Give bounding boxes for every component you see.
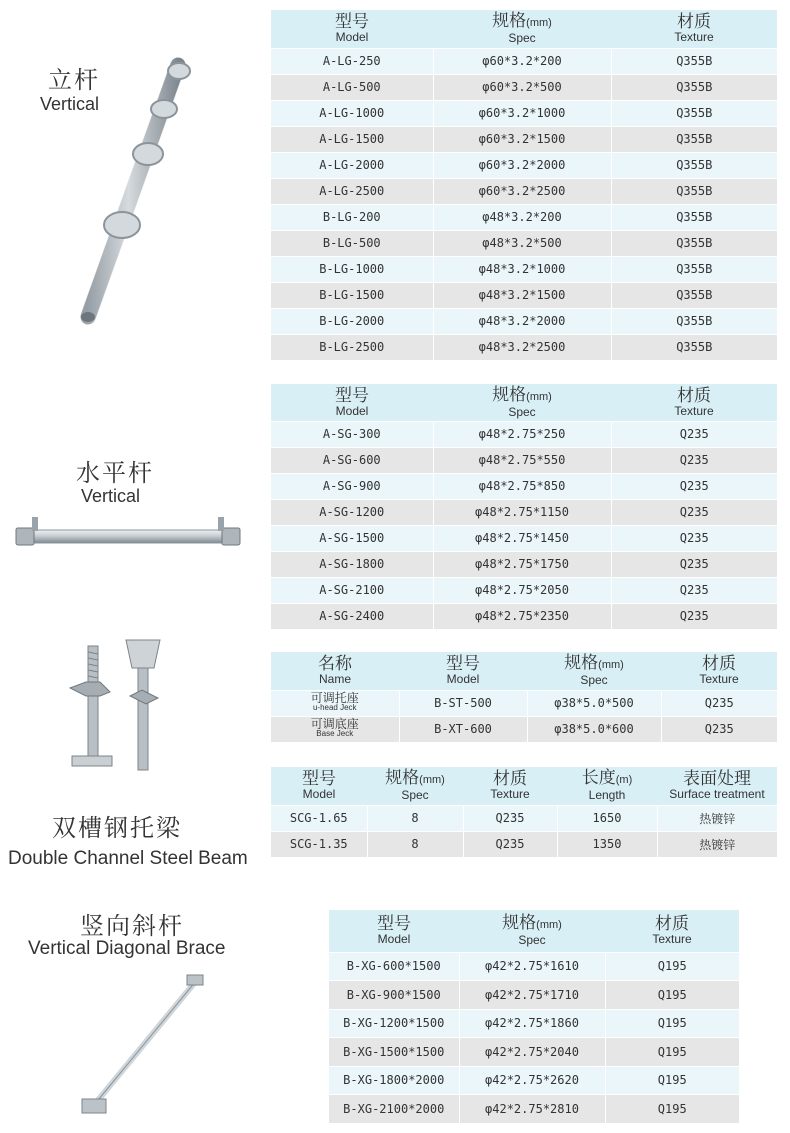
header-cn-text: 长度 bbox=[581, 768, 616, 789]
header-en: Model bbox=[335, 403, 369, 418]
table-cell: Q235 bbox=[463, 805, 557, 831]
table-cell: B-XG-1800*2000 bbox=[329, 1066, 459, 1095]
table-cell: Q235 bbox=[611, 551, 777, 577]
header-unit: (mm) bbox=[419, 774, 445, 787]
table-cell: φ48*2.75*250 bbox=[433, 421, 611, 447]
table-cell: φ48*3.2*1500 bbox=[433, 282, 611, 308]
table-cell: φ42*2.75*1860 bbox=[459, 1009, 605, 1038]
table-cell: Q235 bbox=[611, 525, 777, 551]
table-cell: A-LG-250 bbox=[271, 48, 433, 74]
table-cell: φ48*3.2*500 bbox=[433, 230, 611, 256]
jack-texture-cell: Q235 bbox=[661, 716, 777, 742]
header-cn: 材质 bbox=[677, 385, 711, 406]
header-cn: 名称 bbox=[318, 654, 352, 675]
table-cell: Q235 bbox=[611, 447, 777, 473]
table-cell: φ60*3.2*500 bbox=[433, 74, 611, 100]
table-row bbox=[271, 525, 777, 551]
table-row bbox=[271, 551, 777, 577]
horizontal-header-row bbox=[271, 384, 777, 421]
table-cell: φ42*2.75*2040 bbox=[459, 1038, 605, 1067]
table-cell: Q195 bbox=[605, 1095, 739, 1124]
header-en: Texture bbox=[674, 30, 714, 45]
table-cell: Q235 bbox=[463, 831, 557, 857]
header-spec bbox=[459, 910, 605, 952]
header-cn-text: 规格 bbox=[385, 768, 420, 789]
table-cell: B-XG-600*1500 bbox=[329, 952, 459, 981]
table-cell: Q355B bbox=[611, 204, 777, 230]
table-row bbox=[271, 421, 777, 447]
table-cell: B-XG-900*1500 bbox=[329, 981, 459, 1010]
table-cell: Q355B bbox=[611, 74, 777, 100]
table-row bbox=[271, 178, 777, 204]
header-en: Texture bbox=[674, 403, 714, 418]
vertical-title-en: Vertical bbox=[40, 94, 100, 114]
header-surface bbox=[657, 767, 777, 805]
table-cell: φ42*2.75*2810 bbox=[459, 1095, 605, 1124]
table-row bbox=[329, 1009, 739, 1038]
table-cell: A-SG-1200 bbox=[271, 499, 433, 525]
header-length bbox=[557, 767, 657, 805]
brace-table bbox=[329, 910, 739, 1123]
table-cell: φ48*2.75*850 bbox=[433, 473, 611, 499]
table-row bbox=[271, 334, 777, 360]
header-en: Model bbox=[302, 787, 336, 802]
header-cn: 型号 bbox=[335, 12, 369, 33]
jack-spec-cell: φ38*5.0*600 bbox=[527, 716, 661, 742]
header-cn-text: 规格 bbox=[492, 384, 527, 405]
table-row bbox=[271, 126, 777, 152]
table-cell: Q355B bbox=[611, 48, 777, 74]
header-model bbox=[271, 384, 433, 421]
vertical-title-cn: 立杆 bbox=[48, 66, 100, 94]
table-cell: B-LG-200 bbox=[271, 204, 433, 230]
table-row bbox=[271, 48, 777, 74]
table-cell: B-XG-1500*1500 bbox=[329, 1038, 459, 1067]
header-en: Texture bbox=[490, 787, 530, 802]
table-row bbox=[271, 473, 777, 499]
header-texture bbox=[463, 767, 557, 805]
table-cell: A-SG-900 bbox=[271, 473, 433, 499]
beam-title-en: Double Channel Steel Beam bbox=[8, 848, 248, 869]
jack-name-cn: 可调底座 bbox=[310, 717, 359, 732]
table-cell: Q355B bbox=[611, 100, 777, 126]
header-cn bbox=[459, 915, 605, 934]
header-cn: 型号 bbox=[335, 385, 369, 406]
header-cn-text: 规格 bbox=[502, 913, 537, 934]
header-cn bbox=[527, 655, 661, 674]
header-en: Spec bbox=[401, 788, 429, 803]
table-cell: B-LG-2000 bbox=[271, 308, 433, 334]
table-cell: A-SG-1800 bbox=[271, 551, 433, 577]
table-cell: Q355B bbox=[611, 230, 777, 256]
table-row bbox=[271, 447, 777, 473]
jack-name-en: Base Jeck bbox=[316, 729, 354, 739]
beam-table bbox=[271, 767, 777, 857]
header-cn: 型号 bbox=[302, 769, 336, 790]
table-cell: φ60*3.2*1500 bbox=[433, 126, 611, 152]
header-spec bbox=[433, 10, 611, 48]
table-row bbox=[329, 1066, 739, 1095]
table-row bbox=[271, 100, 777, 126]
table-cell: Q355B bbox=[611, 126, 777, 152]
table-cell: A-LG-500 bbox=[271, 74, 433, 100]
header-model bbox=[271, 10, 433, 48]
table-cell: 8 bbox=[367, 805, 463, 831]
horizontal-title-cn: 水平杆 bbox=[76, 459, 154, 487]
table-cell: φ60*3.2*1000 bbox=[433, 100, 611, 126]
table-row bbox=[271, 577, 777, 603]
header-model bbox=[399, 652, 527, 690]
vertical-header-row bbox=[271, 10, 777, 48]
table-cell: φ48*3.2*1000 bbox=[433, 256, 611, 282]
table-cell: Q235 bbox=[611, 603, 777, 629]
table-cell: Q355B bbox=[611, 334, 777, 360]
table-cell: Q195 bbox=[605, 952, 739, 981]
table-cell: φ48*2.75*2350 bbox=[433, 603, 611, 629]
table-row bbox=[271, 805, 777, 831]
jack-header-row bbox=[271, 652, 777, 690]
jack-name-en: u-head Jeck bbox=[312, 703, 357, 712]
jack-model-cell: B-ST-500 bbox=[399, 690, 527, 716]
brace-title-en: Vertical Diagonal Brace bbox=[28, 938, 226, 959]
table-cell: Q195 bbox=[605, 1009, 739, 1038]
header-en: Spec bbox=[580, 673, 608, 688]
table-row bbox=[271, 499, 777, 525]
header-en: Name bbox=[318, 672, 351, 687]
header-texture bbox=[661, 652, 777, 690]
table-row bbox=[271, 603, 777, 629]
horizontal-ledger-image bbox=[14, 512, 242, 556]
table-row bbox=[271, 204, 777, 230]
jack-spec-cell: φ38*5.0*500 bbox=[527, 690, 661, 716]
table-cell: A-SG-300 bbox=[271, 421, 433, 447]
header-en: Model bbox=[377, 932, 411, 947]
table-cell: A-SG-2100 bbox=[271, 577, 433, 603]
header-cn: 材质 bbox=[702, 654, 736, 675]
table-cell: Q235 bbox=[611, 421, 777, 447]
table-cell: φ42*2.75*1710 bbox=[459, 981, 605, 1010]
header-cn: 材质 bbox=[655, 914, 689, 935]
table-row bbox=[329, 952, 739, 981]
header-cn: 表面处理 bbox=[683, 769, 751, 790]
table-cell: φ60*3.2*200 bbox=[433, 48, 611, 74]
header-cn bbox=[367, 770, 463, 789]
header-cn: 型号 bbox=[446, 654, 480, 675]
header-en: Spec bbox=[508, 404, 536, 419]
table-cell: Q195 bbox=[605, 1066, 739, 1095]
table-cell: φ48*2.75*2050 bbox=[433, 577, 611, 603]
table-cell: 1650 bbox=[557, 805, 657, 831]
header-cn: 型号 bbox=[377, 914, 411, 935]
table-row bbox=[271, 74, 777, 100]
header-model bbox=[329, 910, 459, 952]
header-cn-text: 规格 bbox=[492, 11, 527, 32]
table-cell: 热镀锌 bbox=[657, 805, 777, 831]
header-unit: (mm) bbox=[526, 17, 552, 30]
header-en: Texture bbox=[699, 672, 739, 687]
table-cell: A-SG-1500 bbox=[271, 525, 433, 551]
table-cell: B-LG-500 bbox=[271, 230, 433, 256]
jack-name-cell bbox=[271, 716, 399, 742]
table-cell: φ48*2.75*1750 bbox=[433, 551, 611, 577]
table-cell: Q355B bbox=[611, 256, 777, 282]
table-row bbox=[271, 831, 777, 857]
header-cn: 材质 bbox=[677, 12, 711, 33]
table-cell: A-LG-1500 bbox=[271, 126, 433, 152]
header-unit: (mm) bbox=[526, 390, 552, 403]
table-cell: A-SG-600 bbox=[271, 447, 433, 473]
table-row bbox=[271, 716, 777, 742]
table-cell: Q355B bbox=[611, 282, 777, 308]
table-row bbox=[329, 1095, 739, 1124]
header-en: Model bbox=[335, 30, 369, 45]
header-cn bbox=[557, 770, 657, 789]
beam-header-row bbox=[271, 767, 777, 805]
header-texture bbox=[611, 10, 777, 48]
table-cell: B-XG-2100*2000 bbox=[329, 1095, 459, 1124]
table-cell: Q235 bbox=[611, 473, 777, 499]
table-cell: Q355B bbox=[611, 308, 777, 334]
header-name bbox=[271, 652, 399, 690]
table-cell: B-LG-1000 bbox=[271, 256, 433, 282]
header-spec bbox=[433, 384, 611, 421]
header-unit: (mm) bbox=[598, 659, 624, 672]
table-cell: φ48*3.2*2500 bbox=[433, 334, 611, 360]
header-texture bbox=[611, 384, 777, 421]
table-cell: A-LG-1000 bbox=[271, 100, 433, 126]
table-cell: SCG-1.35 bbox=[271, 831, 367, 857]
table-cell: φ48*2.75*1450 bbox=[433, 525, 611, 551]
header-en: Spec bbox=[508, 31, 536, 46]
vertical-table bbox=[271, 10, 777, 360]
table-cell: Q235 bbox=[611, 499, 777, 525]
header-model bbox=[271, 767, 367, 805]
header-en: Model bbox=[446, 672, 480, 687]
table-cell: Q235 bbox=[611, 577, 777, 603]
table-row bbox=[271, 690, 777, 716]
table-cell: φ60*3.2*2000 bbox=[433, 152, 611, 178]
table-cell: 1350 bbox=[557, 831, 657, 857]
table-cell: 热镀锌 bbox=[657, 831, 777, 857]
table-row bbox=[329, 1038, 739, 1067]
horizontal-table bbox=[271, 384, 777, 629]
table-cell: SCG-1.65 bbox=[271, 805, 367, 831]
header-texture bbox=[605, 910, 739, 952]
jack-table bbox=[271, 652, 777, 742]
table-cell: φ48*2.75*1150 bbox=[433, 499, 611, 525]
brace-header-row bbox=[329, 910, 739, 952]
header-en: Spec bbox=[518, 933, 546, 948]
table-cell: Q195 bbox=[605, 1038, 739, 1067]
header-cn bbox=[433, 384, 611, 406]
header-en: Texture bbox=[652, 932, 692, 947]
header-unit: (m) bbox=[615, 774, 633, 787]
jack-name-cell bbox=[271, 690, 399, 716]
header-spec bbox=[527, 652, 661, 690]
table-cell: Q355B bbox=[611, 178, 777, 204]
table-row bbox=[271, 256, 777, 282]
table-row bbox=[271, 308, 777, 334]
jack-texture-cell: Q235 bbox=[661, 690, 777, 716]
header-en: Length bbox=[588, 788, 626, 803]
table-cell: φ48*3.2*200 bbox=[433, 204, 611, 230]
header-unit: (mm) bbox=[536, 919, 562, 932]
table-cell: φ42*2.75*2620 bbox=[459, 1066, 605, 1095]
jack-model-cell: B-XT-600 bbox=[399, 716, 527, 742]
table-cell: 8 bbox=[367, 831, 463, 857]
table-cell: φ60*3.2*2500 bbox=[433, 178, 611, 204]
table-cell: Q195 bbox=[605, 981, 739, 1010]
table-cell: B-LG-1500 bbox=[271, 282, 433, 308]
table-cell: B-XG-1200*1500 bbox=[329, 1009, 459, 1038]
table-row bbox=[271, 282, 777, 308]
table-cell: A-LG-2000 bbox=[271, 152, 433, 178]
table-cell: A-SG-2400 bbox=[271, 603, 433, 629]
vertical-post-image bbox=[60, 55, 200, 330]
table-row bbox=[271, 152, 777, 178]
table-cell: A-LG-2500 bbox=[271, 178, 433, 204]
brace-title-cn: 竖向斜杆 bbox=[80, 912, 184, 940]
table-cell: φ48*2.75*550 bbox=[433, 447, 611, 473]
table-cell: φ48*3.2*2000 bbox=[433, 308, 611, 334]
table-cell: Q355B bbox=[611, 152, 777, 178]
table-row bbox=[329, 981, 739, 1010]
jack-image bbox=[62, 638, 172, 783]
jack-name-cn: 可调托座 bbox=[310, 691, 359, 705]
table-cell: B-LG-2500 bbox=[271, 334, 433, 360]
header-cn: 材质 bbox=[493, 769, 527, 790]
header-cn bbox=[433, 13, 611, 32]
diagonal-brace-image bbox=[72, 975, 212, 1125]
horizontal-title-en: Vertical bbox=[81, 486, 141, 506]
header-cn-text: 规格 bbox=[564, 653, 599, 674]
header-spec bbox=[367, 767, 463, 805]
header-en: Surface treatment bbox=[669, 787, 765, 802]
beam-title-cn: 双槽钢托梁 bbox=[52, 814, 182, 842]
table-cell: φ42*2.75*1610 bbox=[459, 952, 605, 981]
table-row bbox=[271, 230, 777, 256]
